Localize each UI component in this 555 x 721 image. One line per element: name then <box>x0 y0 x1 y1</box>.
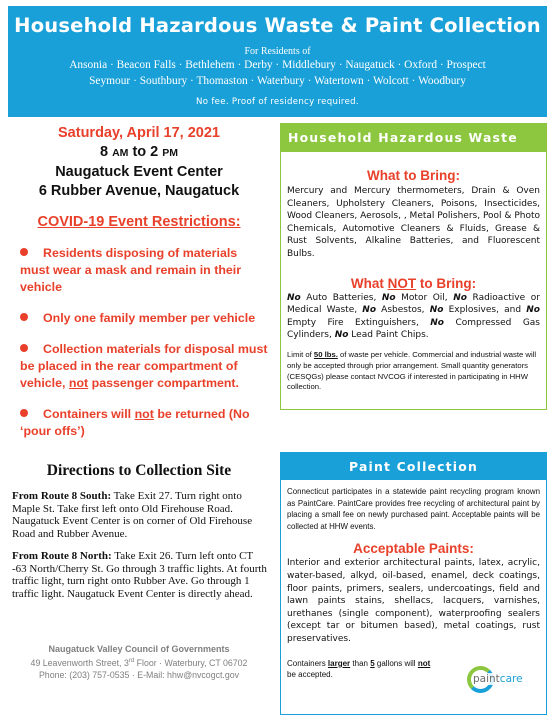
footer-phone-email: Phone: (203) 757-0535 · E-Mail: hhw@nvcogct.gov <box>38 669 240 680</box>
towns-line-2: Seymour · Southbury · Thomaston · Waterbury · Watertown · Wolcott · Woodbury <box>89 74 466 87</box>
covid-rule-text: be returned (No ‘pour offs’) <box>20 407 250 438</box>
container-note-not: not <box>417 658 431 668</box>
paint-box <box>280 452 547 715</box>
container-note-five: 5 <box>370 658 375 668</box>
container-size-note <box>281 658 431 680</box>
not-bring-item: Lead Paint Chips. <box>351 330 429 341</box>
limit-text: Limit of <box>287 349 312 359</box>
not-bring-item: Asbestos, <box>381 305 425 316</box>
directions-north-text: Take Exit 26. Turn left onto CT -63 North/Cherry St. Go through 3 traffic lights. At fourth traffic light, turn right onto Rubber Ave. Go through 1 traffic light. Naugatuck Event Center is directly ahead. <box>12 550 267 600</box>
logo-paint: paint <box>473 673 500 685</box>
no-label: No <box>381 292 396 303</box>
what-to-bring-title: What to Bring: <box>367 168 460 183</box>
container-note-text: be accepted. <box>287 669 333 679</box>
left-column <box>8 124 270 600</box>
event-venue: Naugatuck Event Center <box>55 164 223 180</box>
covid-rule-text: passenger compartment. <box>91 376 239 390</box>
covid-rule-family <box>8 310 270 327</box>
limit-text: of waste per vehicle. Commercial and industrial waste will only be accepted through prior arrangement. Small quantity generators (CESQGs) please contact NVCOG if interested in participating in HHW collection. <box>287 349 537 392</box>
no-label: No <box>334 330 349 341</box>
covid-rule-text: Collection materials for disposal must be placed in the rear compartment of vehicle, <box>20 342 268 390</box>
directions-south <box>8 490 270 540</box>
footer-org: Naugatuck Valley Council of Governments <box>48 644 230 654</box>
waste-limit-note <box>281 350 546 393</box>
bullet-icon <box>20 409 28 417</box>
no-label: No <box>526 305 540 316</box>
covid-rule-text: Residents disposing of materials must wear a mask and remain in their vehicle <box>20 246 242 294</box>
no-label: No <box>453 292 467 303</box>
directions-south-text: Take Exit 27. Turn right onto Maple St. Take first left onto Old Firehouse Road. Naugatuck Event Center is on corner of Old Firehouse Road and Rubber Avenue. <box>12 490 253 540</box>
no-label: No <box>429 305 444 316</box>
limit-amount: 50 lbs. <box>313 349 338 359</box>
hhw-header: Household Hazardous Waste <box>281 124 546 152</box>
covid-rule-containers <box>8 406 270 440</box>
what-not-to-bring-title <box>281 276 546 291</box>
not-bring-item: Compressed Gas Cylinders, <box>287 317 540 341</box>
towns-line-1: Ansonia · Beacon Falls · Bethlehem · Derby · Middlebury · Naugatuck · Oxford · Prospect <box>69 59 486 71</box>
paintcare-wordmark <box>473 673 523 685</box>
for-residents-label: For Residents of <box>244 46 311 57</box>
bullet-icon <box>20 344 28 352</box>
directions-north-label: From Route 8 North: <box>12 550 112 562</box>
no-label: No <box>287 292 301 303</box>
time-pm: PM <box>162 147 179 159</box>
footer-address-sup: rd <box>128 658 135 664</box>
acceptable-paints-title: Acceptable Paints: <box>353 541 474 557</box>
acceptable-paints-list: Interior and exterior architectural paints, latex, acrylic, water-based, alkyd, oil-based, enamel, deck coatings, floor paints, primers, sealers, undercoatings, field and lawn paints stains, shellacs, lacquers, varnishes, urethanes (single component), waterproofing sealers (except tar or bitumen based), metal coatings, rust preservatives. <box>287 558 540 644</box>
not-bring-item: Motor Oil, <box>401 292 448 303</box>
time-start: 8 <box>99 144 109 160</box>
no-fee-note: No fee. Proof of residency required. <box>196 97 359 107</box>
container-note-text: Containers <box>287 658 326 668</box>
paint-intro: Connecticut participates in a statewide paint recycling program known as PaintCare. PaintCare provides free recycling of architectural paint by placing a small fee on newly purchased paint. Acceptable paints will be collected at HHW events. <box>287 487 540 531</box>
covid-rule-text: Containers will <box>43 407 132 421</box>
logo-care: care <box>499 673 523 685</box>
not-bring-title-text: to Bring: <box>419 275 477 291</box>
event-time <box>8 143 270 163</box>
event-info <box>8 124 270 201</box>
no-label: No <box>430 317 444 328</box>
not-bring-item: Empty Fire Extinguishers, <box>287 317 419 328</box>
not-bring-item: Auto Batteries, <box>306 292 377 303</box>
no-label: No <box>362 305 376 316</box>
covid-rule-not: not <box>134 407 154 421</box>
hhw-box <box>280 123 547 410</box>
container-note-text: than <box>352 658 368 668</box>
directions-north <box>8 550 270 600</box>
directions-south-label: From Route 8 South: <box>12 490 112 502</box>
container-note-text: gallons will <box>376 658 416 668</box>
footer-address <box>8 655 270 669</box>
time-to: to 2 <box>132 144 159 160</box>
bullet-icon <box>20 313 28 321</box>
paint-header: Paint Collection <box>281 453 546 480</box>
what-not-to-bring-list <box>281 292 546 342</box>
bullet-icon <box>20 248 28 256</box>
covid-rule-mask <box>8 245 270 296</box>
not-bring-item: Radioactive or Medical Waste, <box>287 292 540 316</box>
container-note-larger: larger <box>327 658 351 668</box>
paintcare-logo <box>467 665 529 701</box>
covid-title: COVID-19 Event Restrictions: <box>37 214 241 230</box>
event-date: Saturday, April 17, 2021 <box>58 125 220 141</box>
what-to-bring-list: Mercury and Mercury thermometers, Drain & Oven Cleaners, Upholstery Cleaners, Poisons, Insecticides, Wood Cleaners, Aerosols, , Metal Polishers, Pool & Photo Chemicals, Automotive Cleaners & Fluids, Grease & Rust Solvents, Alkaline Batteries, and Fluorescent Bulbs. <box>287 186 540 259</box>
time-am: AM <box>112 147 129 159</box>
footer-address-text: 49 Leavenworth Street, 3 <box>30 657 129 668</box>
footer-address-text: Floor · Waterbury, CT 06702 <box>134 657 248 668</box>
not-bring-title-not: NOT <box>387 275 417 291</box>
covid-rule-not: not <box>68 376 89 390</box>
not-bring-item: Explosives, and <box>448 305 522 316</box>
event-address: 6 Rubber Avenue, Naugatuck <box>38 183 240 199</box>
footer-contact <box>8 643 270 681</box>
header-banner <box>8 6 547 117</box>
covid-rule-text: Only one family member per vehicle <box>43 311 256 325</box>
page-title: Household Hazardous Waste & Paint Collection <box>14 14 541 37</box>
covid-rule-rear-compartment <box>8 341 270 392</box>
not-bring-title-text: What <box>350 275 384 291</box>
directions-title: Directions to Collection Site <box>46 462 232 479</box>
